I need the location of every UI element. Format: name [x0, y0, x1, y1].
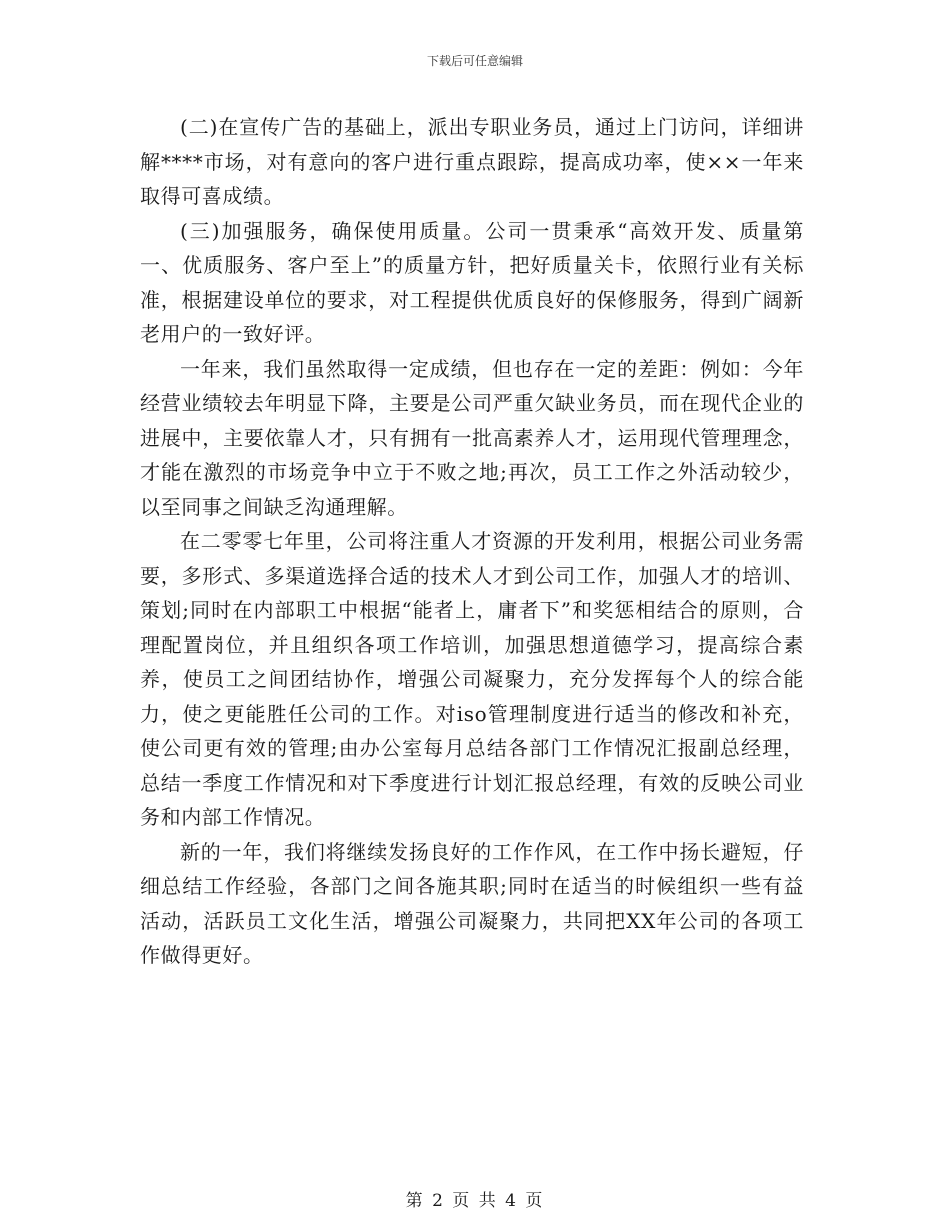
- paragraph-5: 新的一年，我们将继续发扬良好的工作作风，在工作中扬长避短，仔细总结工作经验，各部门之间各施其职;同时在适当的时候组织一些有益活动，活跃员工文化生活，增强公司凝聚力，共同把XX年公司的各项工作做得更好。: [140, 839, 804, 967]
- paragraph-2: (三)加强服务，确保使用质量。公司一贯秉承“高效开发、质量第一、优质服务、客户至上”的质量方针，把好质量关卡，依照行业有关标准，根据建设单位的要求，对工程提供优质良好的保修服务，得到广阔新老用户的一致好评。: [140, 218, 804, 346]
- page-number-footer: 第 2 页 共 4 页: [405, 1191, 545, 1211]
- paragraph-1: (二)在宣传广告的基础上，派出专职业务员，通过上门访问，详细讲解****市场，对有意向的客户进行重点跟踪，提高成功率，使××一年来取得可喜成绩。: [140, 115, 804, 208]
- paragraph-3: 一年来，我们虽然取得一定成绩，但也存在一定的差距：例如：今年经营业绩较去年明显下降，主要是公司严重欠缺业务员，而在现代企业的进展中，主要依靠人才，只有拥有一批高素养人才，运用现代管理理念，才能在激烈的市场竞争中立于不败之地;再次，员工工作之外活动较少，以至同事之间缺乏沟通理解。: [140, 356, 804, 519]
- document-body: [140, 110, 804, 973]
- page-header: 下载后可任意编辑: [426, 54, 523, 68]
- paragraph-4: 在二零零七年里，公司将注重人才资源的开发利用，根据公司业务需要，多形式、多渠道选择合适的技术人才到公司工作，加强人才的培训、策划;同时在内部职工中根据“能者上，庸者下”和奖惩相结合的原则，合理配置岗位，并且组织各项工作培训，加强思想道德学习，提高综合素养，使员工之间团结协作，增强公司凝聚力，充分发挥每个人的综合能力，使之更能胜任公司的工作。对iso管理制度进行适当的修改和补充，使公司更有效的管理;由办公室每月总结各部门工作情况汇报副总经理，总结一季度工作情况和对下季度进行计划汇报总经理，有效的反映公司业务和内部工作情况。: [140, 529, 804, 829]
